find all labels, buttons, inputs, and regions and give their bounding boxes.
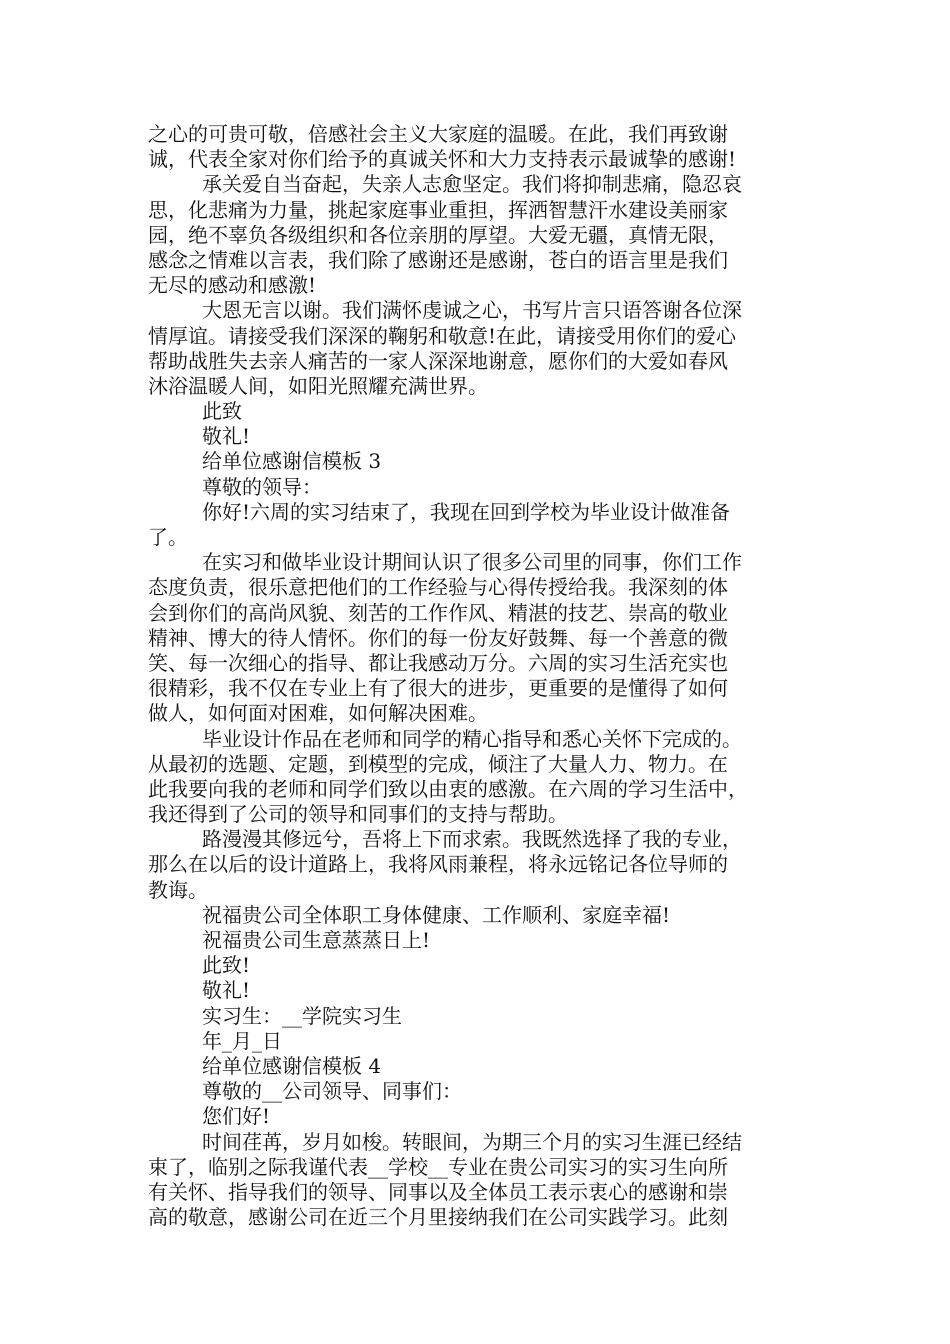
text-line: 实习生：__学院实习生	[202, 1003, 402, 1028]
text-line: 我还得到了公司的领导和同事们的支持与帮助。	[148, 802, 568, 827]
text-line: 你好!六周的实习结束了，我现在回到学校为毕业设计做准备	[202, 499, 731, 524]
text-line: 在实习和做毕业设计期间认识了很多公司里的同事，你们工作	[202, 550, 742, 575]
text-line: 无尽的感动和感激!	[148, 273, 317, 298]
text-line: 时间荏苒，岁月如梭。转眼间，为期三个月的实习生涯已经结	[202, 1129, 742, 1154]
text-line: 帮助战胜失去亲人痛苦的一家人深深地谢意，愿你们的大爱如春风	[148, 348, 728, 373]
text-line: 思，化悲痛为力量，挑起家庭事业重担，挥洒智慧汗水建设美丽家	[148, 197, 728, 222]
text-line: 做人，如何面对困难，如何解决困难。	[148, 701, 488, 726]
text-line: 从最初的选题、定题，到模型的完成，倾注了大量人力、物力。在	[148, 751, 728, 776]
text-line: 精神、博大的待人情怀。你们的每一份友好鼓舞、每一个善意的微	[148, 625, 728, 650]
text-line: 诚，代表全家对你们给予的真诚关怀和大力支持表示最诚挚的感谢!	[148, 147, 737, 172]
text-line: 园，绝不辜负各级组织和各位亲朋的厚望。大爱无疆，真情无限，	[148, 222, 728, 247]
text-line: 此我要向我的老师和同学们致以由衷的感激。在六周的学习生活中，	[148, 776, 748, 801]
text-line: 年_月_日	[202, 1028, 282, 1053]
text-line: 笑、每一次细心的指导、都让我感动万分。六周的实习生活充实也	[148, 650, 728, 675]
text-line: 此致	[202, 399, 242, 424]
text-line: 了。	[148, 525, 188, 549]
document-page	[148, 122, 808, 1230]
text-line: 给单位感谢信模板 4	[202, 1053, 382, 1078]
text-line: 有关怀、指导我们的领导、同事以及全体员工表示衷心的感谢和崇	[148, 1179, 728, 1204]
text-line: 束了，临别之际我谨代表__学校__专业在贵公司实习的实习生向所	[148, 1154, 728, 1179]
text-line: 给单位感谢信模板 3	[202, 449, 382, 474]
text-line: 高的敬意，感谢公司在近三个月里接纳我们在公司实践学习。此刻	[148, 1205, 728, 1230]
text-line: 尊敬的领导：	[202, 474, 322, 499]
text-line: 感念之情难以言表，我们除了感谢还是感谢，苍白的语言里是我们	[148, 247, 728, 272]
text-line: 很精彩，我不仅在专业上有了很大的进步，更重要的是懂得了如何	[148, 676, 728, 701]
text-line: 那么在以后的设计道路上，我将风雨兼程，将永远铭记各位导师的	[148, 852, 728, 877]
text-line: 会到你们的高尚风貌、刻苦的工作作风、精湛的技艺、崇高的敬业	[148, 600, 728, 625]
text-line: 敬礼!	[202, 978, 251, 1003]
text-line: 大恩无言以谢。我们满怀虔诚之心，书写片言只语答谢各位深	[202, 298, 742, 323]
text-line: 祝福贵公司生意蒸蒸日上!	[202, 928, 431, 952]
text-line: 路漫漫其修远兮，吾将上下而求索。我既然选择了我的专业，	[202, 827, 742, 852]
text-line: 沐浴温暖人间，如阳光照耀充满世界。	[148, 373, 488, 398]
text-line: 您们好!	[202, 1104, 271, 1129]
text-line: 态度负责，很乐意把他们的工作经验与心得传授给我。我深刻的体	[148, 575, 728, 600]
text-line: 教诲。	[148, 877, 208, 902]
text-line: 情厚谊。请接受我们深深的鞠躬和敬意!在此，请接受用你们的爱心	[148, 323, 737, 348]
text-line: 此致!	[202, 953, 251, 978]
text-line: 尊敬的__公司领导、同事们：	[202, 1079, 462, 1104]
text-line: 祝福贵公司全体职工身体健康、工作顺利、家庭幸福!	[202, 902, 671, 927]
text-line: 毕业设计作品在老师和同学的精心指导和悉心关怀下完成的。	[202, 726, 742, 751]
text-line: 敬礼!	[202, 424, 251, 449]
text-line: 之心的可贵可敬，倍感社会主义大家庭的温暖。在此，我们再致谢	[148, 122, 728, 146]
text-line: 承关爱自当奋起，失亲人志愈坚定。我们将抑制悲痛，隐忍哀	[202, 172, 742, 197]
